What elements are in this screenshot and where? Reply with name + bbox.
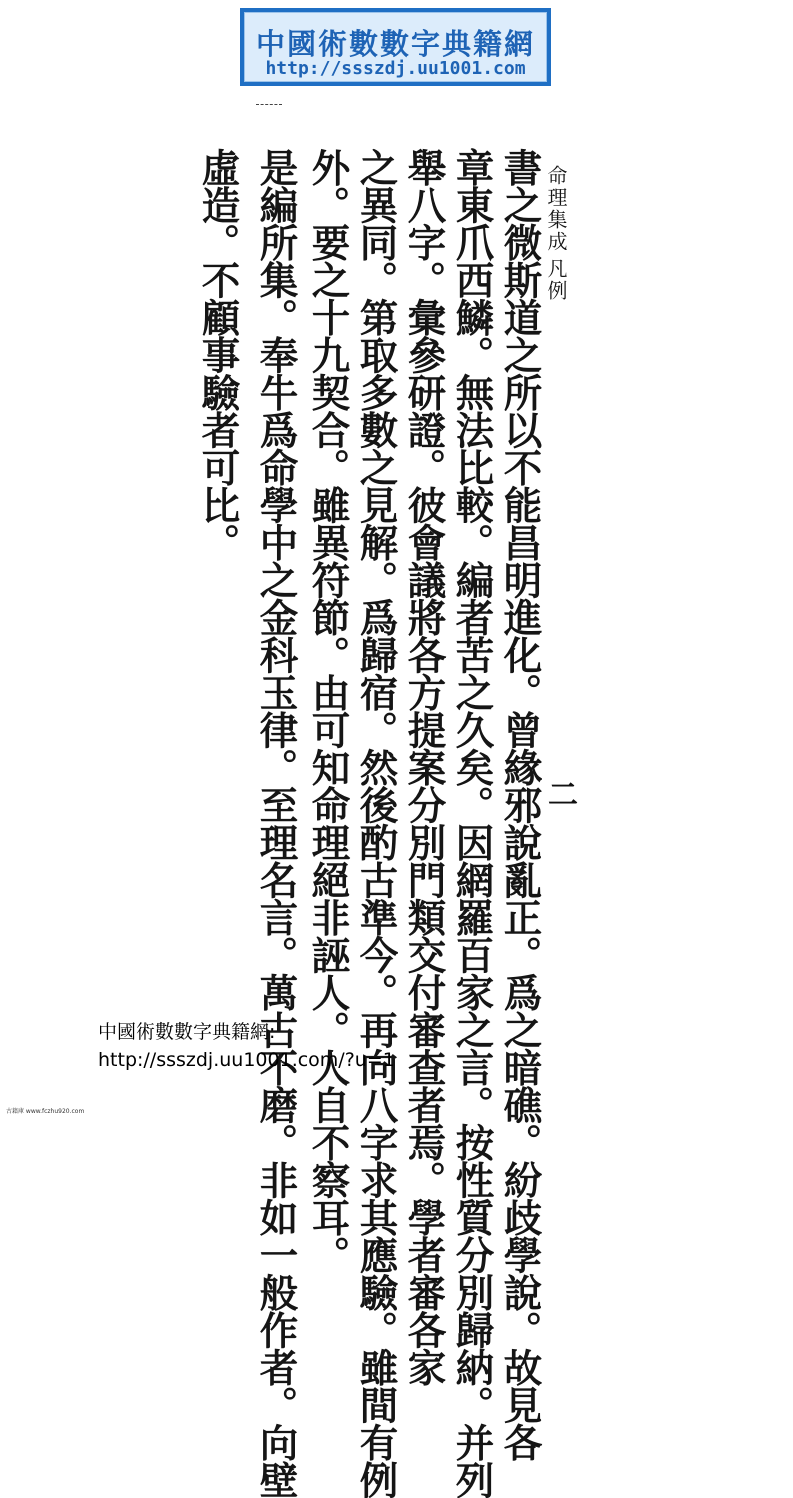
text-column-5: 外。要之十九契合。雖異符節。由可知命理絕非誣人。人自不察耳。 [305, 148, 351, 1273]
book-title: 命理集成 [544, 165, 568, 253]
text-column-4: 之異同。第取多數之見解。爲歸宿。然後酌古準今。再向八字求其應驗。雖間有例 [353, 148, 399, 1498]
page-number: 二 [548, 778, 578, 813]
watermark-url: http://ssszdj.uu1001.com [265, 58, 526, 79]
text-column-6: 是編所集。奉牛爲命學中之金科玉律。至理名言。萬古不磨。非如一般作者。向壁 [253, 148, 299, 1498]
watermark-title: 中國術數數字典籍網 [255, 27, 535, 61]
text-column-1: 書之微斯道之所以不能昌明進化。曾緣邪說亂正。爲之暗礁。紛歧學說。故見各 [497, 148, 543, 1461]
corner-note: 古籍庫 www.fczhu920.com [6, 1108, 85, 1115]
footer-credit [98, 1018, 395, 1074]
text-column-3: 舉八字。彙參研證。彼會議將各方提案分別門類交付審查者焉。學者審各家 [401, 148, 447, 1386]
watermark-banner [240, 8, 551, 86]
footer-site-name: 中國術數數字典籍網: [98, 1021, 276, 1043]
section-title: 凡例 [544, 258, 568, 302]
page-mark [256, 104, 282, 107]
text-column-2: 章東爪西鱗。無法比較。編者苦之久矣。因網羅百家之言。按性質分別歸納。并列 [449, 148, 495, 1498]
text-column-7: 虛造。不顧事驗者可比。 [195, 148, 241, 561]
footer-link[interactable]: http://ssszdj.uu1001.com/?u=1 [98, 1049, 395, 1071]
